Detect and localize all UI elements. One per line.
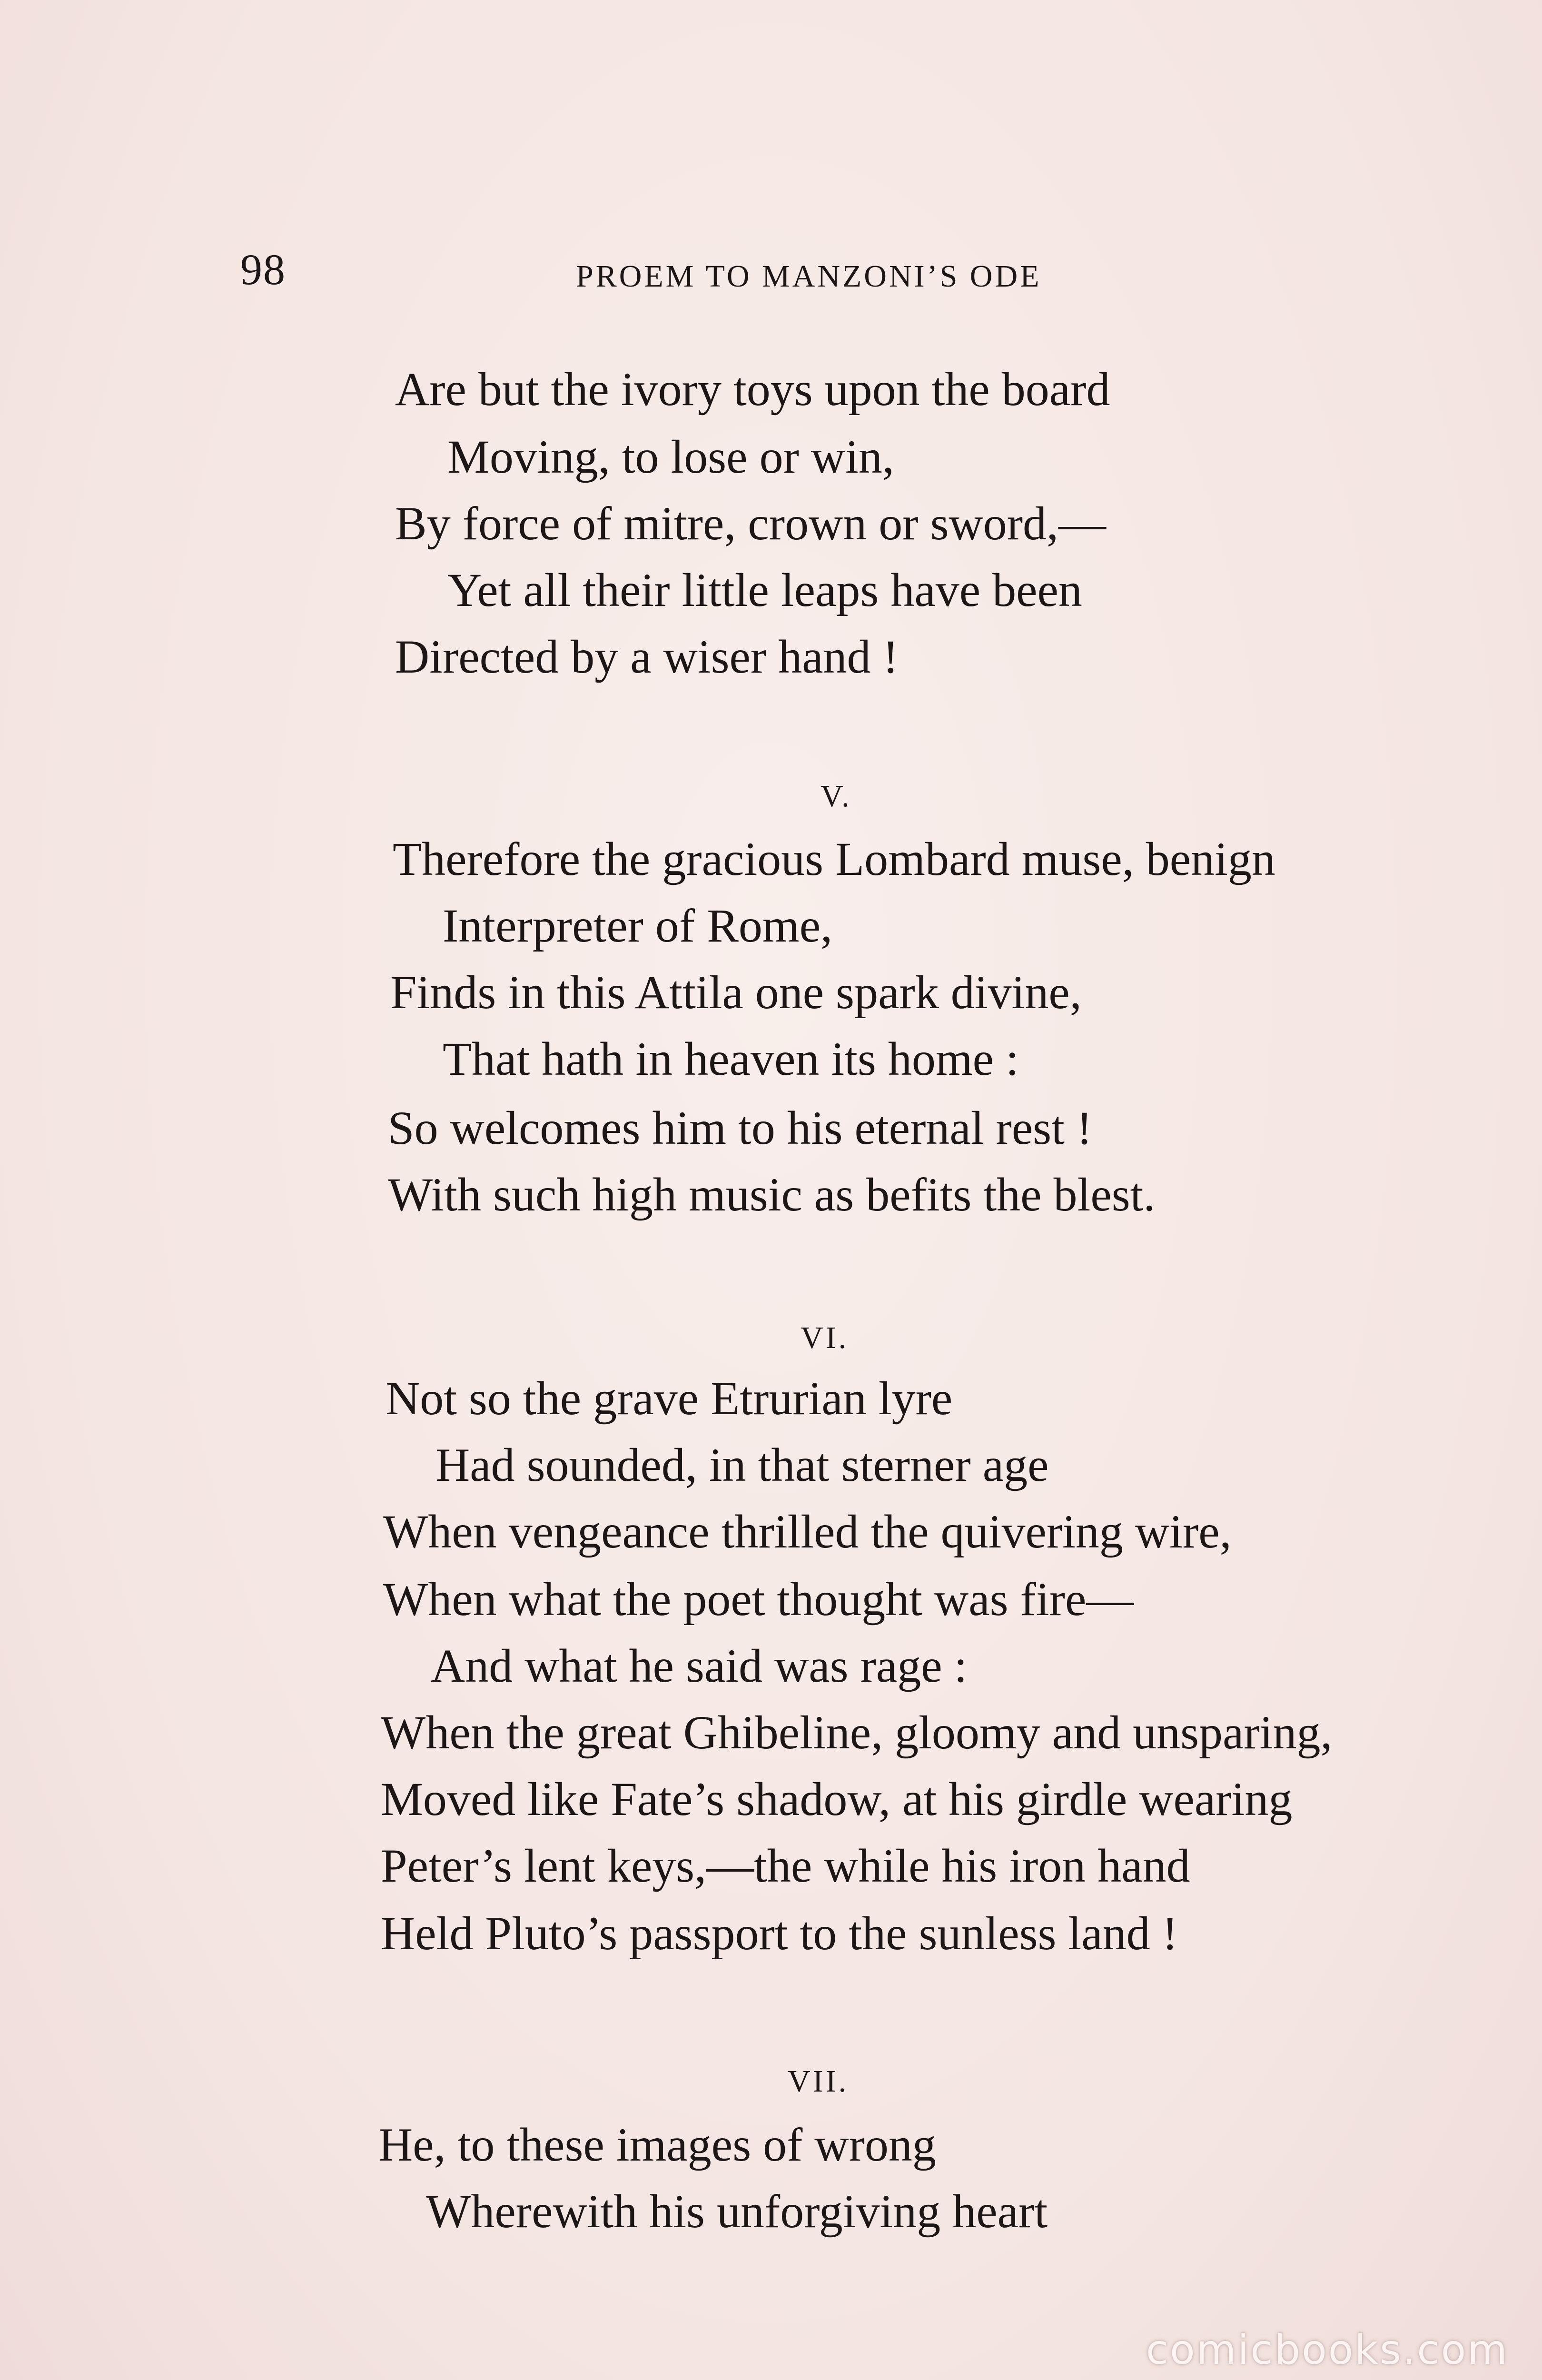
verse-line: So welcomes him to his eternal rest ! <box>388 1101 1093 1154</box>
verse-line: When what the poet thought was fire— <box>383 1573 1134 1626</box>
verse-line: When vengeance thrilled the quivering wire, <box>383 1505 1232 1558</box>
verse-line: Had sounded, in that sterner age <box>435 1438 1049 1491</box>
verse-line: By force of mitre, crown or sword,— <box>395 497 1107 550</box>
verse-line: Yet all their little leaps have been <box>447 564 1082 616</box>
verse-line: Interpreter of Rome, <box>443 899 833 952</box>
verse-line: Not so the grave Etrurian lyre <box>386 1372 953 1425</box>
page-number: 98 <box>240 245 286 294</box>
verse-line: Moved like Fate’s shadow, at his girdle wearing <box>381 1773 1293 1825</box>
verse-line: Therefore the gracious Lombard muse, benign <box>393 833 1275 885</box>
verse-line: Finds in this Attila one spark divine, <box>390 966 1082 1019</box>
verse-line: Peter’s lent keys,—the while his iron hand <box>381 1839 1190 1892</box>
verse-line: With such high music as befits the blest. <box>388 1168 1156 1221</box>
verse-line: And what he said was rage : <box>431 1639 968 1692</box>
running-head: PROEM TO MANZONI’S ODE <box>576 259 1042 294</box>
stanza-numeral: VII. <box>788 2064 849 2099</box>
verse-line: He, to these images of wrong <box>378 2118 936 2171</box>
stanza-numeral: V. <box>820 779 852 813</box>
verse-line: Directed by a wiser hand ! <box>395 630 899 683</box>
verse-line: When the great Ghibeline, gloomy and unsparing, <box>381 1706 1333 1759</box>
verse-line: That hath in heaven its home : <box>443 1032 1019 1085</box>
verse-line: Wherewith his unforgiving heart <box>426 2185 1048 2238</box>
watermark: comicbooks.com <box>1146 2326 1509 2374</box>
stanza-numeral: VI. <box>801 1320 849 1355</box>
verse-line: Held Pluto’s passport to the sunless land ! <box>381 1907 1178 1960</box>
verse-line: Are but the ivory toys upon the board <box>395 363 1110 416</box>
verse-line: Moving, to lose or win, <box>447 430 894 483</box>
